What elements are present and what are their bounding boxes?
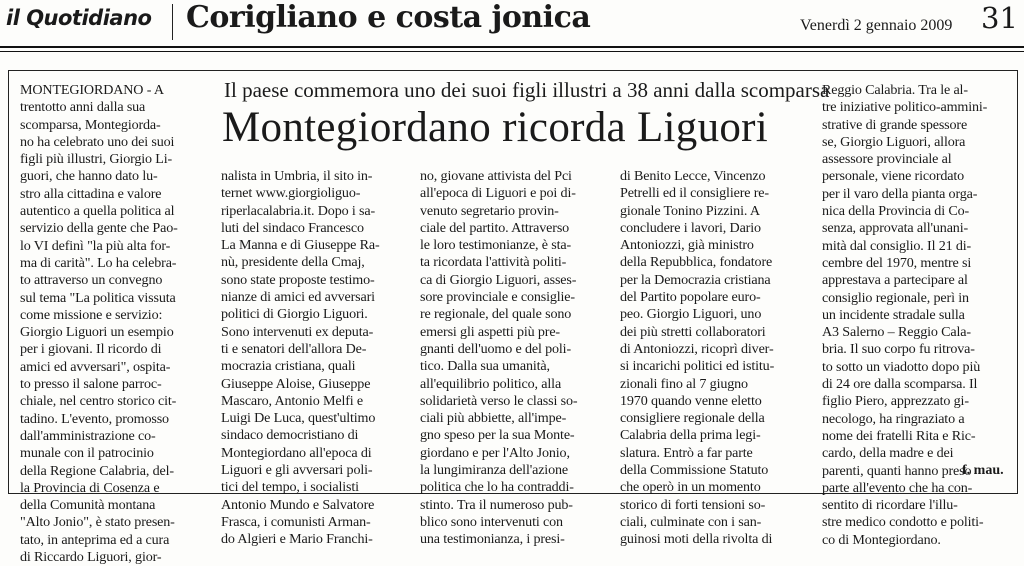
- text-line: gnanti dell'uomo e del poli-: [420, 340, 571, 357]
- masthead: [0, 0, 1024, 46]
- text-line: di Antoniozzi, ricoprì diver-: [620, 340, 774, 357]
- text-line: trentotto anni dalla sua: [20, 99, 146, 116]
- text-line: nalista in Umbria, il sito in-: [221, 168, 373, 184]
- text-line: re regionale, del quale sono: [420, 306, 572, 323]
- text-line: zionali fino al 7 giugno: [620, 375, 748, 392]
- text-line: strative di grande spessore: [822, 116, 968, 133]
- article-column-4: [620, 168, 774, 549]
- text-line: nome dei fratelli Rita e Ric-: [822, 427, 976, 444]
- text-line: senza, approvata all'unani-: [822, 220, 969, 237]
- text-line: co di Montegiordano.: [822, 531, 941, 548]
- text-line: nù, presidente della Cmaj,: [221, 254, 365, 271]
- article-kicker: Il paese commemora uno dei suoi figli illustri a 38 anni dalla scomparsa: [224, 78, 830, 102]
- text-line: peo. Giorgio Liguori, uno: [620, 306, 762, 323]
- text-line: munale con il patrocinio: [20, 445, 154, 462]
- text-line: Mascaro, Antonio Melfi e: [221, 392, 364, 409]
- text-line: cardo, della madre e dei: [822, 445, 954, 462]
- text-line: lo VI definì "la più alta for-: [20, 237, 171, 254]
- section-title: Corigliano e costa jonica: [186, 0, 591, 35]
- text-line: parenti, quanti hanno preso: [822, 462, 972, 479]
- text-line: sono state proposte testimo-: [221, 271, 375, 288]
- text-line: per il varo della pianta orga-: [822, 185, 978, 202]
- text-line: 1970 quando venne eletto: [620, 392, 762, 409]
- text-line: se, Giorgio Liguori, allora: [822, 133, 966, 150]
- text-line: consigliere regionale della: [620, 410, 765, 427]
- text-line: slatura. Entrò a far parte: [620, 444, 753, 461]
- text-line: della Comunità montana: [20, 497, 156, 514]
- text-line: Petrelli ed il consigliere re-: [620, 185, 769, 202]
- text-line: Antonio Mundo e Salvatore: [221, 496, 375, 513]
- text-line: dei più stretti collaboratori: [620, 323, 766, 340]
- text-line: guori, che hanno dato lu-: [20, 168, 158, 185]
- text-line: Giorgio Liguori un esempio: [20, 324, 174, 341]
- text-line: to sotto un viadotto dopo più: [822, 358, 981, 375]
- text-line: Sono intervenuti ex deputa-: [221, 323, 374, 340]
- text-line: sore provinciale e consiglie-: [420, 289, 575, 306]
- text-line: sindaco democristiano di: [221, 427, 359, 444]
- text-line: tico. Dalla sua umanità,: [420, 358, 550, 375]
- text-line: della Regione Calabria, del-: [20, 462, 174, 479]
- issue-date: Venerdì 2 gennaio 2009: [800, 17, 953, 34]
- text-line: la Provincia di Cosenza e: [20, 479, 160, 496]
- text-line: guinosi moti della rivolta di: [620, 531, 773, 548]
- text-line: Liguori e gli avversari poli-: [221, 462, 373, 479]
- text-line: bria. Il suo corpo fu ritrova-: [822, 341, 975, 358]
- text-line: Giuseppe Aloise, Giuseppe: [221, 375, 371, 392]
- text-line: assessore provinciale al: [822, 151, 952, 168]
- text-line: ma di carità". Lo ha celebra-: [20, 254, 177, 271]
- text-line: della Commissione Statuto: [620, 462, 769, 479]
- text-line: all'equilibrio politico, alla: [420, 375, 562, 392]
- text-line: ciali più abbiette, all'impe-: [420, 410, 567, 427]
- text-line: stinto. Tra il numeroso pub-: [420, 496, 573, 513]
- text-line: ti e senatori dell'allora De-: [221, 340, 367, 357]
- article-column-3: [420, 168, 577, 549]
- text-line: stro alla cittadina e valore: [20, 185, 162, 202]
- text-line: giordano e per l'Alto Jonio,: [420, 444, 570, 461]
- text-line: to presso il salone parroc-: [20, 376, 162, 393]
- text-line: tato, in anteprima ed a cura: [20, 531, 170, 548]
- text-line: le loro testimonianze, è sta-: [420, 237, 572, 254]
- text-line: stre medico condotto e politi-: [822, 514, 984, 531]
- text-line: politica che lo ha contraddi-: [420, 479, 574, 496]
- text-line: venuto segretario provin-: [420, 202, 559, 219]
- text-line: della Repubblica, fondatore: [620, 254, 773, 271]
- masthead-divider: [172, 4, 173, 40]
- text-line: ciali, culminate con i san-: [620, 513, 762, 530]
- text-line: chiale, nel centro storico cit-: [20, 393, 177, 410]
- text-line: si incarichi politici ed istitu-: [620, 358, 775, 375]
- text-line: una testimonianza, i presi-: [420, 531, 565, 548]
- text-line: Luigi De Luca, quest'ultimo: [221, 410, 376, 427]
- text-line: un incidente stradale sulla: [822, 306, 965, 323]
- text-line: ternet www.giorgioliguo-: [221, 185, 361, 202]
- text-line: La Manna e di Giuseppe Ra-: [221, 237, 380, 254]
- text-line: la lungimiranza dell'azione: [420, 462, 568, 479]
- text-line: politici di Giorgio Liguori.: [221, 306, 368, 323]
- text-line: figlio Piero, apprezzato gi-: [822, 393, 969, 410]
- text-line: sentito di ricordare l'illu-: [822, 497, 958, 514]
- text-line: luti del sindaco Francesco: [221, 219, 364, 236]
- text-line: ca di Giorgio Liguori, asses-: [420, 271, 577, 288]
- newspaper-logo: il Quotidiano: [6, 6, 152, 30]
- text-line: personale, viene ricordato: [822, 168, 965, 185]
- text-line: del Partito popolare euro-: [620, 289, 761, 306]
- text-line: per la Democrazia cristiana: [620, 271, 771, 288]
- text-line: no, giovane attivista del Pci: [420, 168, 572, 184]
- text-line: to attraverso un convegno: [20, 272, 163, 289]
- text-line: Antoniozzi, già ministro: [620, 237, 754, 254]
- text-line: gno speso per la sua Monte-: [420, 427, 575, 444]
- text-line: cembre del 1970, mentre si: [822, 254, 972, 271]
- text-line: storico di forti tensioni so-: [620, 496, 766, 513]
- text-line: tadino. L'evento, promosso: [20, 410, 169, 427]
- text-line: servizio della gente che Pao-: [20, 220, 178, 237]
- text-line: autentico a quella politica al: [20, 203, 175, 220]
- text-line: emersi gli aspetti più pre-: [420, 323, 560, 340]
- text-line: ta ricordata l'attività politi-: [420, 254, 567, 271]
- text-line: ciale del partito. Attraverso: [420, 219, 570, 236]
- text-line: "Alto Jonio", è stato presen-: [20, 514, 175, 531]
- article-headline: Montegiordano ricorda Liguori: [222, 104, 769, 151]
- text-line: all'epoca di Liguori e poi di-: [420, 185, 576, 202]
- text-line: parte all'evento che ha con-: [822, 479, 973, 496]
- text-line: scomparsa, Montegiorda-: [20, 116, 161, 133]
- text-line: mocrazia cristiana, quali: [221, 358, 356, 375]
- text-line: tici del tempo, i socialisti: [221, 479, 359, 496]
- text-line: di Riccardo Liguori, gior-: [20, 549, 162, 566]
- text-line: do Algieri e Mario Franchi-: [221, 531, 373, 548]
- text-line: Frasca, i comunisti Arman-: [221, 513, 371, 530]
- text-line: mità dal consiglio. Il 21 di-: [822, 237, 972, 254]
- text-line: che operò in un momento: [620, 479, 761, 496]
- text-line: MONTEGIORDANO - A: [20, 82, 164, 98]
- text-line: come missione e servizio:: [20, 306, 163, 323]
- text-line: apprestava a partecipare al: [822, 272, 968, 289]
- text-line: consiglio regionale, perì in: [822, 289, 969, 306]
- page-number: 31: [981, 1, 1018, 35]
- text-line: gionale Tonino Pizzini. A: [620, 202, 760, 219]
- text-line: Calabria della prima legi-: [620, 427, 761, 444]
- text-line: sul tema "La politica vissuta: [20, 289, 176, 306]
- text-line: per i giovani. Il ricordo di: [20, 341, 162, 358]
- text-line: necologo, ha ringraziato a: [822, 410, 965, 427]
- text-line: nica della Provincia di Co-: [822, 203, 970, 220]
- text-line: blico sono intervenuti con: [420, 513, 563, 530]
- text-line: figli più illustri, Giorgio Li-: [20, 151, 173, 168]
- text-line: dall'amministrazione co-: [20, 427, 156, 444]
- text-line: di Benito Lecce, Vincenzo: [620, 168, 766, 184]
- text-line: nianze di amici ed avversari: [221, 289, 375, 306]
- text-line: riperlacalabria.it. Dopo i sa-: [221, 202, 375, 219]
- text-line: solidarietà verso le classi so-: [420, 392, 578, 409]
- text-line: A3 Salerno – Reggio Cala-: [822, 324, 971, 341]
- masthead-rule-top: [0, 46, 1024, 48]
- text-line: tre iniziative politico-ammini-: [822, 99, 988, 116]
- text-line: amici ed avversari", ospita-: [20, 358, 171, 375]
- text-line: no ha celebrato uno dei suoi: [20, 133, 175, 150]
- article-column-1: [20, 82, 178, 566]
- masthead-rule-bottom: [0, 51, 1024, 52]
- author-signature: f. mau.: [962, 463, 1004, 478]
- text-line: di 24 ore dalla scomparsa. Il: [822, 376, 978, 393]
- article-column-2: [221, 168, 380, 549]
- text-line: concludere i lavori, Dario: [620, 219, 761, 236]
- text-line: Montegiordano all'epoca di: [221, 444, 372, 461]
- text-line: Reggio Calabria. Tra le al-: [822, 82, 968, 98]
